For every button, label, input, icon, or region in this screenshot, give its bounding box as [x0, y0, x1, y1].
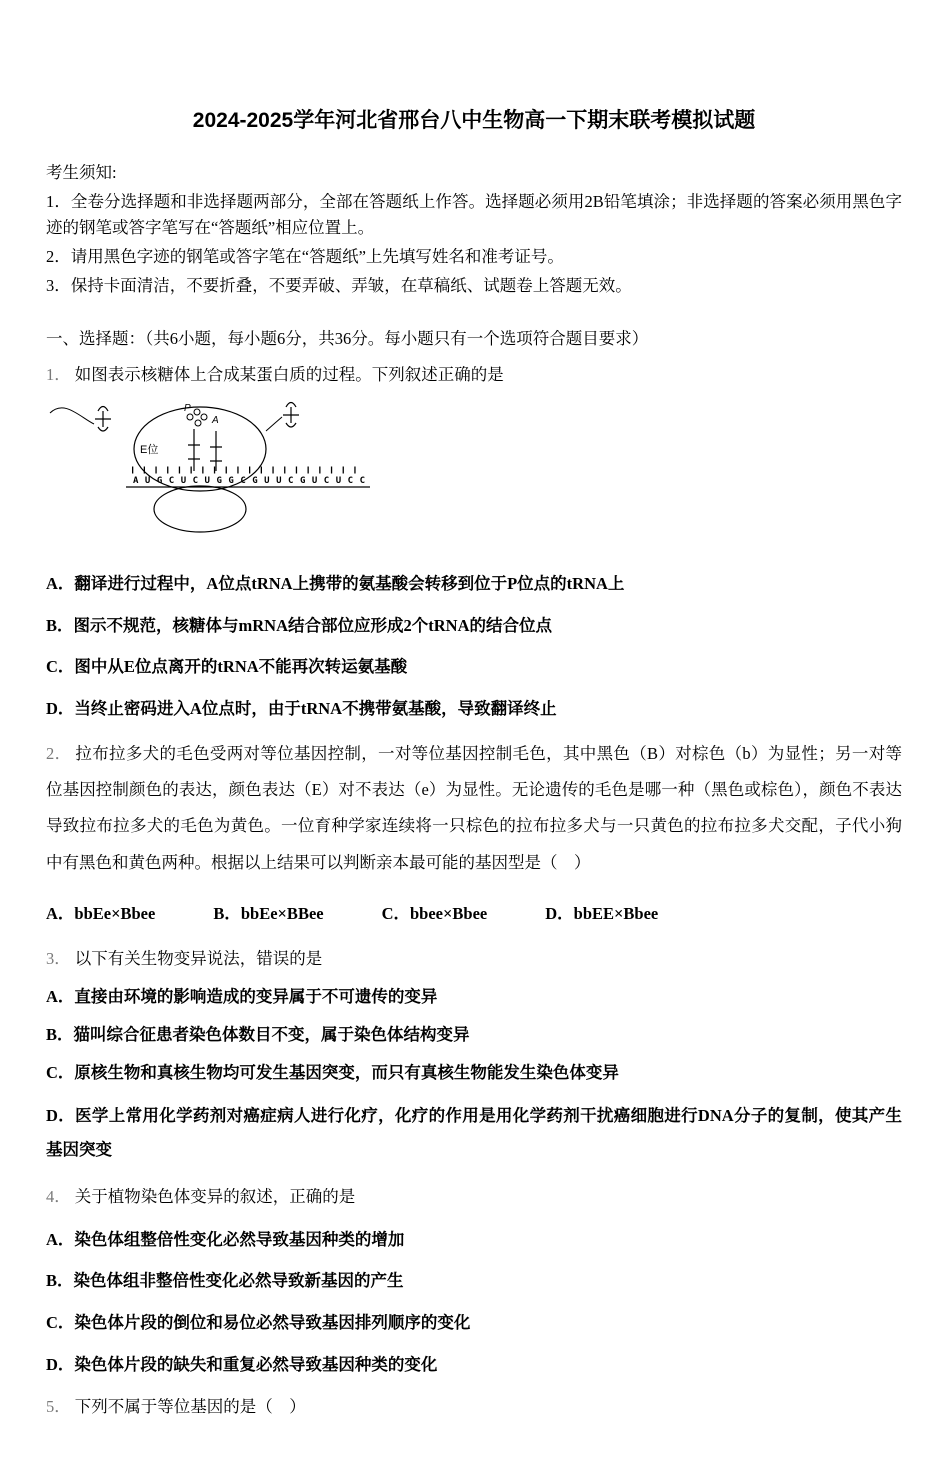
question-1-option-d: D．当终止密码进入A位点时，由于tRNA不携带氨基酸，导致翻译终止 — [46, 699, 557, 719]
a-site-trna — [210, 431, 222, 471]
question-2-option-b: B．bbEe×BBee — [213, 903, 324, 923]
question-4-option-b: B．染色体组非整倍性变化必然导致新基因的产生 — [46, 1271, 404, 1291]
small-subunit — [154, 486, 246, 532]
question-5-number: 5． — [46, 1396, 71, 1416]
ribosome-diagram — [48, 397, 902, 544]
amino-acid-bead — [195, 420, 201, 426]
question-4-option-c: C．染色体片段的倒位和易位必然导致基因排列顺序的变化 — [46, 1313, 471, 1333]
question-3-stem-text: 以下有关生物变异说法，错误的是 — [74, 948, 323, 968]
a-site-label: A — [212, 415, 219, 427]
e-site-label: E位 — [140, 444, 159, 457]
leaving-trna-right — [283, 403, 299, 428]
question-1-stem-text: 如图表示核糖体上合成某蛋白质的过程。下列叙述正确的是 — [74, 365, 504, 385]
question-4-stem-text: 关于植物染色体变异的叙述，正确的是 — [74, 1186, 356, 1206]
question-2-option-d: D．bbEE×Bbee — [545, 903, 659, 923]
notice-item: 3．保持卡面清洁，不要折叠，不要弄破、弄皱，在草稿纸、试题卷上答题无效。 — [46, 275, 632, 295]
question-3-option-a: A．直接由环境的影响造成的变异属于不可遗传的变异 — [46, 987, 438, 1007]
ribosome-translation-figure — [48, 397, 388, 535]
question-5-stem — [46, 1394, 902, 1421]
amino-acid-bead — [187, 414, 193, 420]
question-2-stem — [46, 736, 902, 881]
question-2-option-c: C．bbee×Bbee — [381, 903, 488, 923]
free-trna-left — [95, 407, 111, 432]
question-1-number: 1． — [46, 365, 71, 385]
question-2-number: 2． — [46, 743, 72, 763]
section-heading: 一、选择题：（共6小题，每小题6分，共36分。每小题只有一个选项符合题目要求） — [46, 328, 649, 348]
page-title: 2024-2025学年河北省邢台八中生物高一下期末联考模拟试题 — [192, 109, 756, 132]
p-site-trna — [188, 429, 200, 471]
question-3-option-c: C．原核生物和真核生物均可发生基因突变，而只有真核生物能发生染色体变异 — [46, 1062, 619, 1082]
question-1-option-b: B．图示不规范，核糖体与mRNA结合部位应形成2个tRNA的结合位点 — [46, 615, 552, 635]
question-3-option-b: B．猫叫综合征患者染色体数目不变，属于染色体结构变异 — [46, 1025, 470, 1045]
mrna-sequence: AUGCUCUGGCGUUCGUCUCC — [133, 476, 365, 487]
question-5-stem-text: 下列不属于等位基因的是（ ） — [74, 1396, 306, 1416]
question-1-option-a: A．翻译进行过程中，A位点tRNA上携带的氨基酸会转移到位于P位点的tRNA上 — [46, 573, 625, 593]
question-3-number: 3． — [46, 948, 71, 968]
candidate-notice — [46, 160, 902, 300]
leaving-arrow — [266, 417, 282, 431]
notice-item: 2．请用黑色字迹的钢笔或答字笔在“答题纸”上先填写姓名和准考证号。 — [46, 247, 564, 267]
incoming-trna-path — [50, 408, 94, 424]
question-1-option-c: C．图中从E位点离开的tRNA不能再次转运氨基酸 — [46, 657, 408, 677]
question-4-number: 4． — [46, 1186, 71, 1206]
question-4-option-a: A．染色体组整倍性变化必然导致基因种类的增加 — [46, 1229, 405, 1249]
question-3-option-d: D．医学上常用化学药剂对癌症病人进行化疗，化疗的作用是用化学药剂干扰癌细胞进行DNA分子的复制，使其产生基因突变 — [46, 1105, 902, 1160]
question-1-stem — [46, 362, 902, 389]
question-2-option-a: A．bbEe×Bbee — [46, 903, 156, 923]
notice-item: 1．全卷分选择题和非选择题两部分，全部在答题纸上作答。选择题必须用2B铅笔填涂；非选择题的答案必须用黑色字迹的钢笔或答字笔写在“答题纸”相应位置上。 — [46, 191, 902, 238]
amino-acid-bead — [201, 414, 207, 420]
question-2-stem-text: 拉布拉多犬的毛色受两对等位基因控制，一对等位基因控制毛色，其中黑色（B）对棕色（b）为显性；另一对等位基因控制颜色的表达，颜色表达（E）对不表达（e）为显性。无论遗传的毛色是哪一种（黑色或棕色），颜色不表达导致拉布拉多犬的毛色为黄色。一位育种学家连续将一只棕色的拉布拉多犬与一只黄色的拉布拉多犬交配，子代小狗中有黑色和黄色两种。根据以上结果可以判断亲本最可能的基因型是（ ） — [46, 743, 903, 872]
question-3-stem — [46, 946, 902, 973]
notice-heading: 考生须知: — [46, 163, 117, 183]
question-2-options — [46, 901, 902, 928]
amino-acid-bead — [194, 409, 200, 415]
p-site-label: P — [184, 403, 191, 415]
question-4-stem — [46, 1184, 902, 1211]
question-4-option-d: D．染色体片段的缺失和重复必然导致基因种类的变化 — [46, 1354, 438, 1374]
